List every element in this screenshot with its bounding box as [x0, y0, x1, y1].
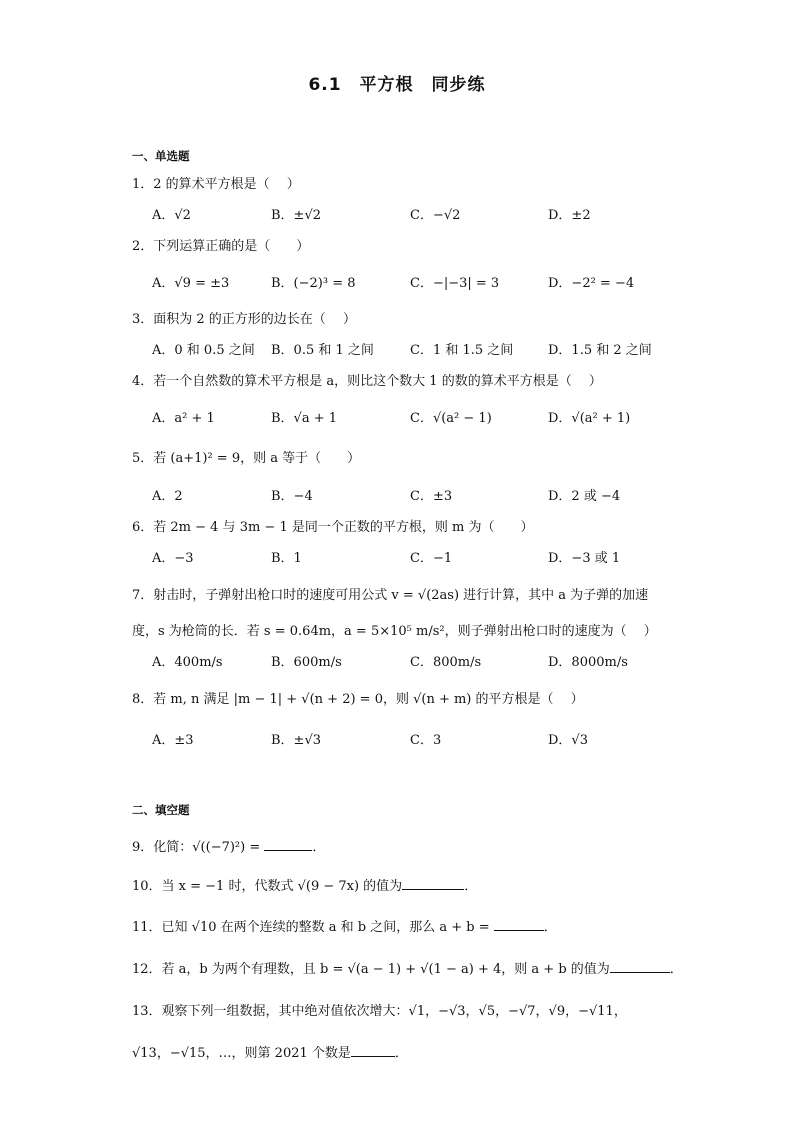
question-2-option-d: D．−2² = −4 [548, 276, 635, 291]
question-10 [132, 875, 477, 894]
question-6-stem: 6．若 2m − 4 与 3m − 1 是同一个正数的平方根，则 m 为（ ） [132, 520, 534, 535]
question-3-option-c: C．1 和 1.5 之间 [410, 343, 514, 358]
question-8-option-a: A．±3 [152, 733, 194, 748]
question-6-option-a: A．−3 [152, 551, 194, 566]
question-3-option-a: A．0 和 0.5 之间 [152, 343, 255, 358]
question-1-option-a: A．√2 [152, 208, 191, 223]
question-4-option-a: A．a² + 1 [152, 411, 215, 426]
question-11-end: ． [543, 920, 557, 935]
question-1-option-d: D．±2 [548, 208, 591, 223]
question-7-option-d: D．8000m/s [548, 655, 628, 670]
question-13-line-2 [132, 1042, 408, 1061]
question-6-option-c: C．−1 [410, 551, 453, 566]
question-8-option-c: C．3 [410, 733, 442, 748]
question-11 [132, 916, 557, 935]
answer-blank [264, 838, 312, 851]
question-7-option-b: B．600m/s [271, 655, 342, 670]
question-8-option-b: B．±√3 [271, 733, 322, 748]
question-7-stem-line-2: 度，s 为枪筒的长．若 s = 0.64m，a = 5×10⁵ m/s²，则子弹射出枪口时的速度为（ ） [132, 624, 657, 639]
question-5-stem: 5．若 (a+1)² = 9，则 a 等于（ ） [132, 451, 361, 466]
question-3-option-b: B．0.5 和 1 之间 [271, 343, 374, 358]
question-1-option-c: C．−√2 [410, 208, 461, 223]
question-7-option-a: A．400m/s [152, 655, 223, 670]
answer-blank [402, 877, 464, 890]
question-3-option-d: D．1.5 和 2 之间 [548, 343, 652, 358]
answer-blank [351, 1044, 395, 1057]
question-7-option-c: C．800m/s [410, 655, 482, 670]
question-9-stem: 9．化简：√((−7)²) = [132, 840, 265, 855]
question-5-option-d: D．2 或 −4 [548, 489, 621, 504]
question-4-option-b: B．√a + 1 [271, 411, 338, 426]
question-1-option-b: B．±√2 [271, 208, 322, 223]
page-title: 6.1 平方根 同步练 [308, 75, 486, 95]
question-5-option-b: B．−4 [271, 489, 313, 504]
question-8-stem: 8．若 m, n 满足 |m − 1| + √(n + 2) = 0，则 √(n + m) 的平方根是（ ） [132, 692, 584, 707]
question-4-option-d: D．√(a² + 1) [548, 411, 631, 426]
question-2-stem: 2．下列运算正确的是（ ） [132, 239, 310, 254]
section-heading-choice: 一、单选题 [132, 149, 190, 163]
question-9-end: ． [312, 840, 326, 855]
question-2-option-b: B．(−2)³ = 8 [271, 276, 356, 291]
question-13-stem-line-2: √13，−√15，…，则第 2021 个数是 [132, 1046, 351, 1061]
question-9 [132, 836, 325, 855]
question-8-option-d: D．√3 [548, 733, 588, 748]
question-13-end: ． [394, 1046, 408, 1061]
question-11-stem: 11．已知 √10 在两个连续的整数 a 和 b 之间，那么 a + b = [132, 920, 494, 935]
answer-blank [494, 918, 544, 931]
question-3-stem: 3．面积为 2 的正方形的边长在（ ） [132, 312, 356, 327]
question-2-option-a: A．√9 = ±3 [152, 276, 230, 291]
question-13-stem-line-1: 13．观察下列一组数据，其中绝对值依次增大：√1，−√3，√5，−√7，√9，−√11， [132, 1004, 627, 1019]
question-4-stem: 4．若一个自然数的算术平方根是 a，则比这个数大 1 的数的算术平方根是（ ） [132, 374, 602, 389]
question-10-end: ． [464, 879, 478, 894]
question-7-stem-line-1: 7．射击时，子弹射出枪口时的速度可用公式 v = √(2as) 进行计算，其中 a 为子弹的加速 [132, 588, 649, 603]
question-5-option-c: C．±3 [410, 489, 453, 504]
question-6-option-b: B．1 [271, 551, 302, 566]
question-2-option-c: C．−|−3| = 3 [410, 276, 500, 291]
question-1-stem: 1．2 的算术平方根是（ ） [132, 177, 300, 192]
section-heading-fill-in: 二、填空题 [132, 803, 190, 817]
question-5-option-a: A．2 [152, 489, 183, 504]
question-10-stem: 10．当 x = −1 时，代数式 √(9 − 7x) 的值为 [132, 879, 403, 894]
question-12-end: ． [669, 962, 683, 977]
question-12-stem: 12．若 a，b 为两个有理数，且 b = √(a − 1) + √(1 − a) + 4，则 a + b 的值为 [132, 962, 610, 977]
answer-blank [610, 960, 670, 973]
question-12 [132, 958, 683, 977]
question-4-option-c: C．√(a² − 1) [410, 411, 492, 426]
question-6-option-d: D．−3 或 1 [548, 551, 621, 566]
